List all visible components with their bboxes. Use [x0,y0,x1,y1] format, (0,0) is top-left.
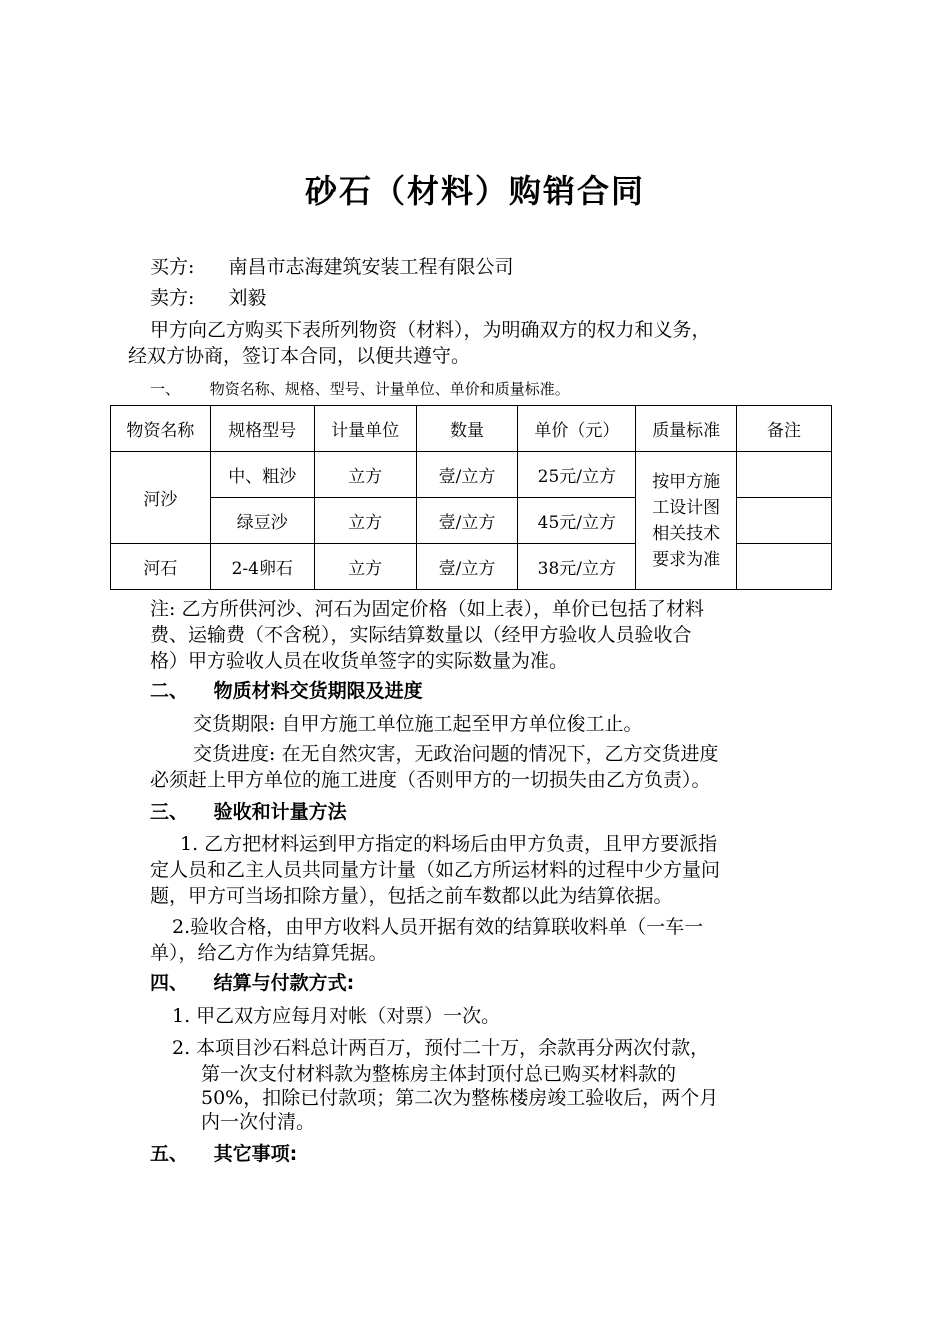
material-name-cell: 河石 [111,544,211,590]
spec-cell: 绿豆沙 [210,498,314,544]
buyer-line [150,254,514,280]
payment-item-2-line-2: 第一次支付材料款为整栋房主体封顶付总已购买材料款的 [201,1063,677,1085]
buyer-label: 买方: [150,256,195,278]
remark-cell [737,544,832,590]
section-5-heading [150,1141,297,1167]
section-5-title: 其它事项: [213,1143,298,1165]
table-header-row [111,406,832,452]
payment-item-2-line-3: 50%，扣除已付款项；第二次为整栋楼房竣工验收后，两个月 [201,1087,719,1109]
acceptance-item-1-line-2: 定人员和乙主人员共同量方计量（如乙方所运材料的过程中少方量问 [150,859,721,881]
acceptance-item-1-line-1: 1. 乙方把材料运到甲方指定的料场后由甲方负责，且甲方要派指 [180,833,718,855]
section-2-number: 二、 [150,680,189,702]
table-header-cell: 规格型号 [210,406,314,452]
delivery-progress-line-2: 必须赶上甲方单位的施工进度（否则甲方的一切损失由乙方负责）。 [150,769,711,791]
qty-cell: 壹/立方 [416,544,518,590]
seller-line [150,285,267,311]
quality-standard-line: 要求为准 [652,549,721,570]
qty-cell: 壹/立方 [416,498,518,544]
quality-standard-line: 相关技术 [652,523,721,544]
price-cell: 38元/立方 [518,544,636,590]
section-3-title: 验收和计量方法 [213,801,347,823]
section-1-heading [150,376,570,402]
quality-standard-line: 工设计图 [652,497,721,518]
payment-item-1: 1. 甲乙双方应每月对帐（对票）一次。 [172,1005,501,1027]
intro-line-1: 甲方向乙方购买下表所列物资（材料），为明确双方的权力和义务， [150,319,711,341]
section-3-number: 三、 [150,801,189,823]
remark-cell [737,452,832,498]
acceptance-item-2-line-1: 2.验收合格，由甲方收料人员开据有效的结算联收料单（一车一 [172,916,704,938]
acceptance-item-1-line-3: 题，甲方可当场扣除方量），包括之前车数都以此为结算依据。 [150,885,673,907]
table-header-cell: 备注 [737,406,832,452]
delivery-period: 交货期限: 自甲方施工单位施工起至甲方单位俊工止。 [193,713,643,735]
material-name-cell: 河沙 [111,452,211,544]
materials-table [110,405,832,590]
payment-item-2-line-4: 内一次付清。 [201,1111,316,1133]
note-line-1: 注: 乙方所供河沙、河石为固定价格（如上表），单价已包括了材料 [150,598,704,620]
section-1-title: 物资名称、规格、型号、计量单位、单价和质量标准。 [209,380,570,398]
section-4-title: 结算与付款方式: [213,972,355,994]
spec-cell: 2-4卵石 [210,544,314,590]
quality-standard-line: 按甲方施 [652,471,721,492]
unit-cell: 立方 [314,452,416,498]
section-5-number: 五、 [150,1143,189,1165]
table-header-cell: 数量 [416,406,518,452]
quality-standard-cell [636,452,737,590]
unit-cell: 立方 [314,544,416,590]
price-cell: 25元/立方 [518,452,636,498]
payment-item-2-line-1: 2. 本项目沙石料总计两百万，预付二十万，余款再分两次付款， [172,1037,710,1059]
section-3-heading [150,799,347,825]
section-2-title: 物质材料交货期限及进度 [213,680,423,702]
remark-cell [737,498,832,544]
section-2-heading [150,678,423,704]
seller-value: 刘毅 [228,287,267,309]
seller-label: 卖方: [150,287,195,309]
unit-cell: 立方 [314,498,416,544]
section-4-number: 四、 [150,972,189,994]
note-line-3: 格）甲方验收人员在收货单签字的实际数量为准。 [150,650,569,672]
spec-cell: 中、粗沙 [210,452,314,498]
acceptance-item-2-line-2: 单），给乙方作为结算凭据。 [150,942,388,964]
note-line-2: 费、运输费（不含税），实际结算数量以（经甲方验收人员验收合 [150,624,692,646]
table-header-cell: 计量单位 [314,406,416,452]
price-cell: 45元/立方 [518,498,636,544]
qty-cell: 壹/立方 [416,452,518,498]
table-header-cell: 物资名称 [111,406,211,452]
section-4-heading [150,970,354,996]
table-row [111,452,832,498]
table-header-cell: 质量标准 [636,406,737,452]
page-title: 砂石（材料）购销合同 [304,172,645,210]
delivery-progress-line-1: 交货进度: 在无自然灾害，无政治问题的情况下，乙方交货进度 [193,743,719,765]
section-1-number: 一、 [150,380,181,398]
buyer-value: 南昌市志海建筑安装工程有限公司 [228,256,514,278]
table-header-cell: 单价（元） [518,406,636,452]
intro-line-2: 经双方协商，签订本合同，以便共遵守。 [128,345,471,367]
